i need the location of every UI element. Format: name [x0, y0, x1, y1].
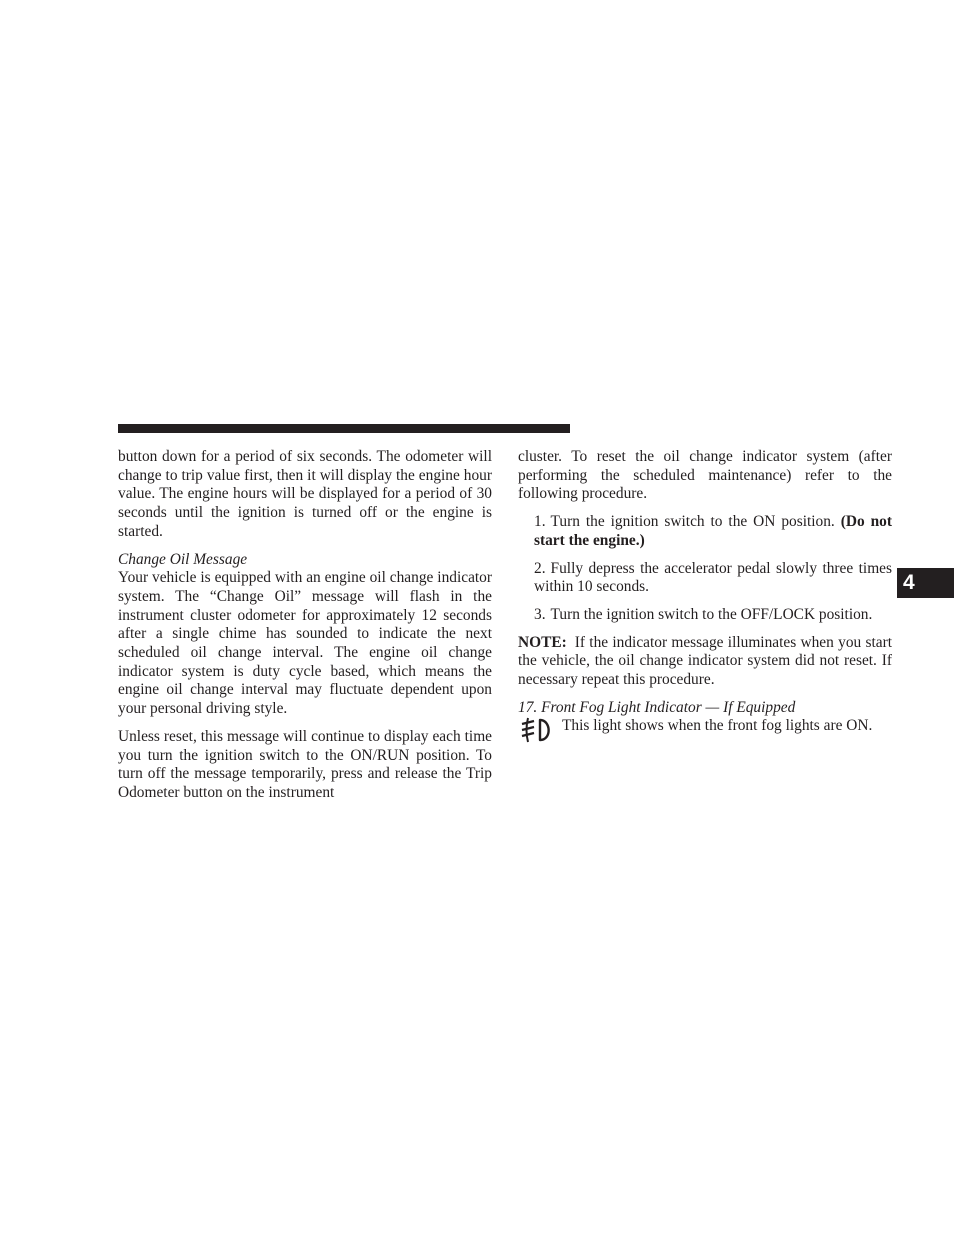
step-text: Turn the ignition switch to the OFF/LOCK position. — [550, 605, 873, 623]
step-1 — [518, 513, 892, 550]
step-number: 2. — [534, 559, 546, 577]
step-2 — [518, 560, 892, 597]
heading-change-oil-message: Change Oil Message — [118, 550, 248, 568]
paragraph-change-oil-indicator: Your vehicle is equipped with an engine oil change indicator system. The “Change Oil” message will flash in the instrument cluster odometer for approximately 12 seconds after a single chime has sounded to indicate the next scheduled oil change interval. The engine oil change indicator system is duty cycle based, which means the engine oil change interval may fluctuate dependent upon your personal driving style. — [118, 569, 492, 718]
step-text: Turn the ignition switch to the ON position. — [550, 513, 835, 531]
paragraph-engine-hours: button down for a period of six seconds. The odometer will change to trip value first, then it will display the engine hour value. The engine hours will be displayed for a period of 30 seconds until the ignition is turned off or the engine is started. — [118, 448, 492, 540]
paragraph-unless-reset: Unless reset, this message will continue to display each time you turn the ignition switch to the ON/RUN position. To turn off the message temporarily, press and release the Trip Odometer button on the instrument — [118, 727, 492, 801]
chapter-number: 4 — [903, 571, 915, 594]
fog-light-row — [518, 717, 892, 747]
front-fog-light-icon — [518, 717, 554, 743]
note-text: If the indicator message illuminates when you start the vehicle, the oil change indicator system did not reset. If necessary repeat this procedure. — [518, 633, 892, 689]
fog-light-description: This light shows when the front fog lights are ON. — [562, 717, 873, 735]
paragraph-reset-procedure: cluster. To reset the oil change indicator system (after performing the scheduled maintenance) refer to the following procedure. — [518, 448, 892, 503]
left-column — [118, 448, 492, 803]
chapter-tab — [897, 568, 954, 598]
heading-front-fog-light: 17. Front Fog Light Indicator — If Equipped — [518, 698, 796, 716]
note-paragraph — [518, 634, 892, 690]
step-emphasis: (Do not start the engine.) — [534, 513, 892, 549]
section-rule — [118, 424, 570, 433]
step-3 — [518, 606, 892, 625]
step-number: 3. — [534, 605, 546, 623]
step-text: Fully depress the accelerator pedal slowly three times within 10 seconds. — [534, 559, 892, 596]
right-column — [518, 448, 892, 747]
step-number: 1. — [534, 513, 546, 531]
note-label: NOTE: — [518, 633, 567, 651]
